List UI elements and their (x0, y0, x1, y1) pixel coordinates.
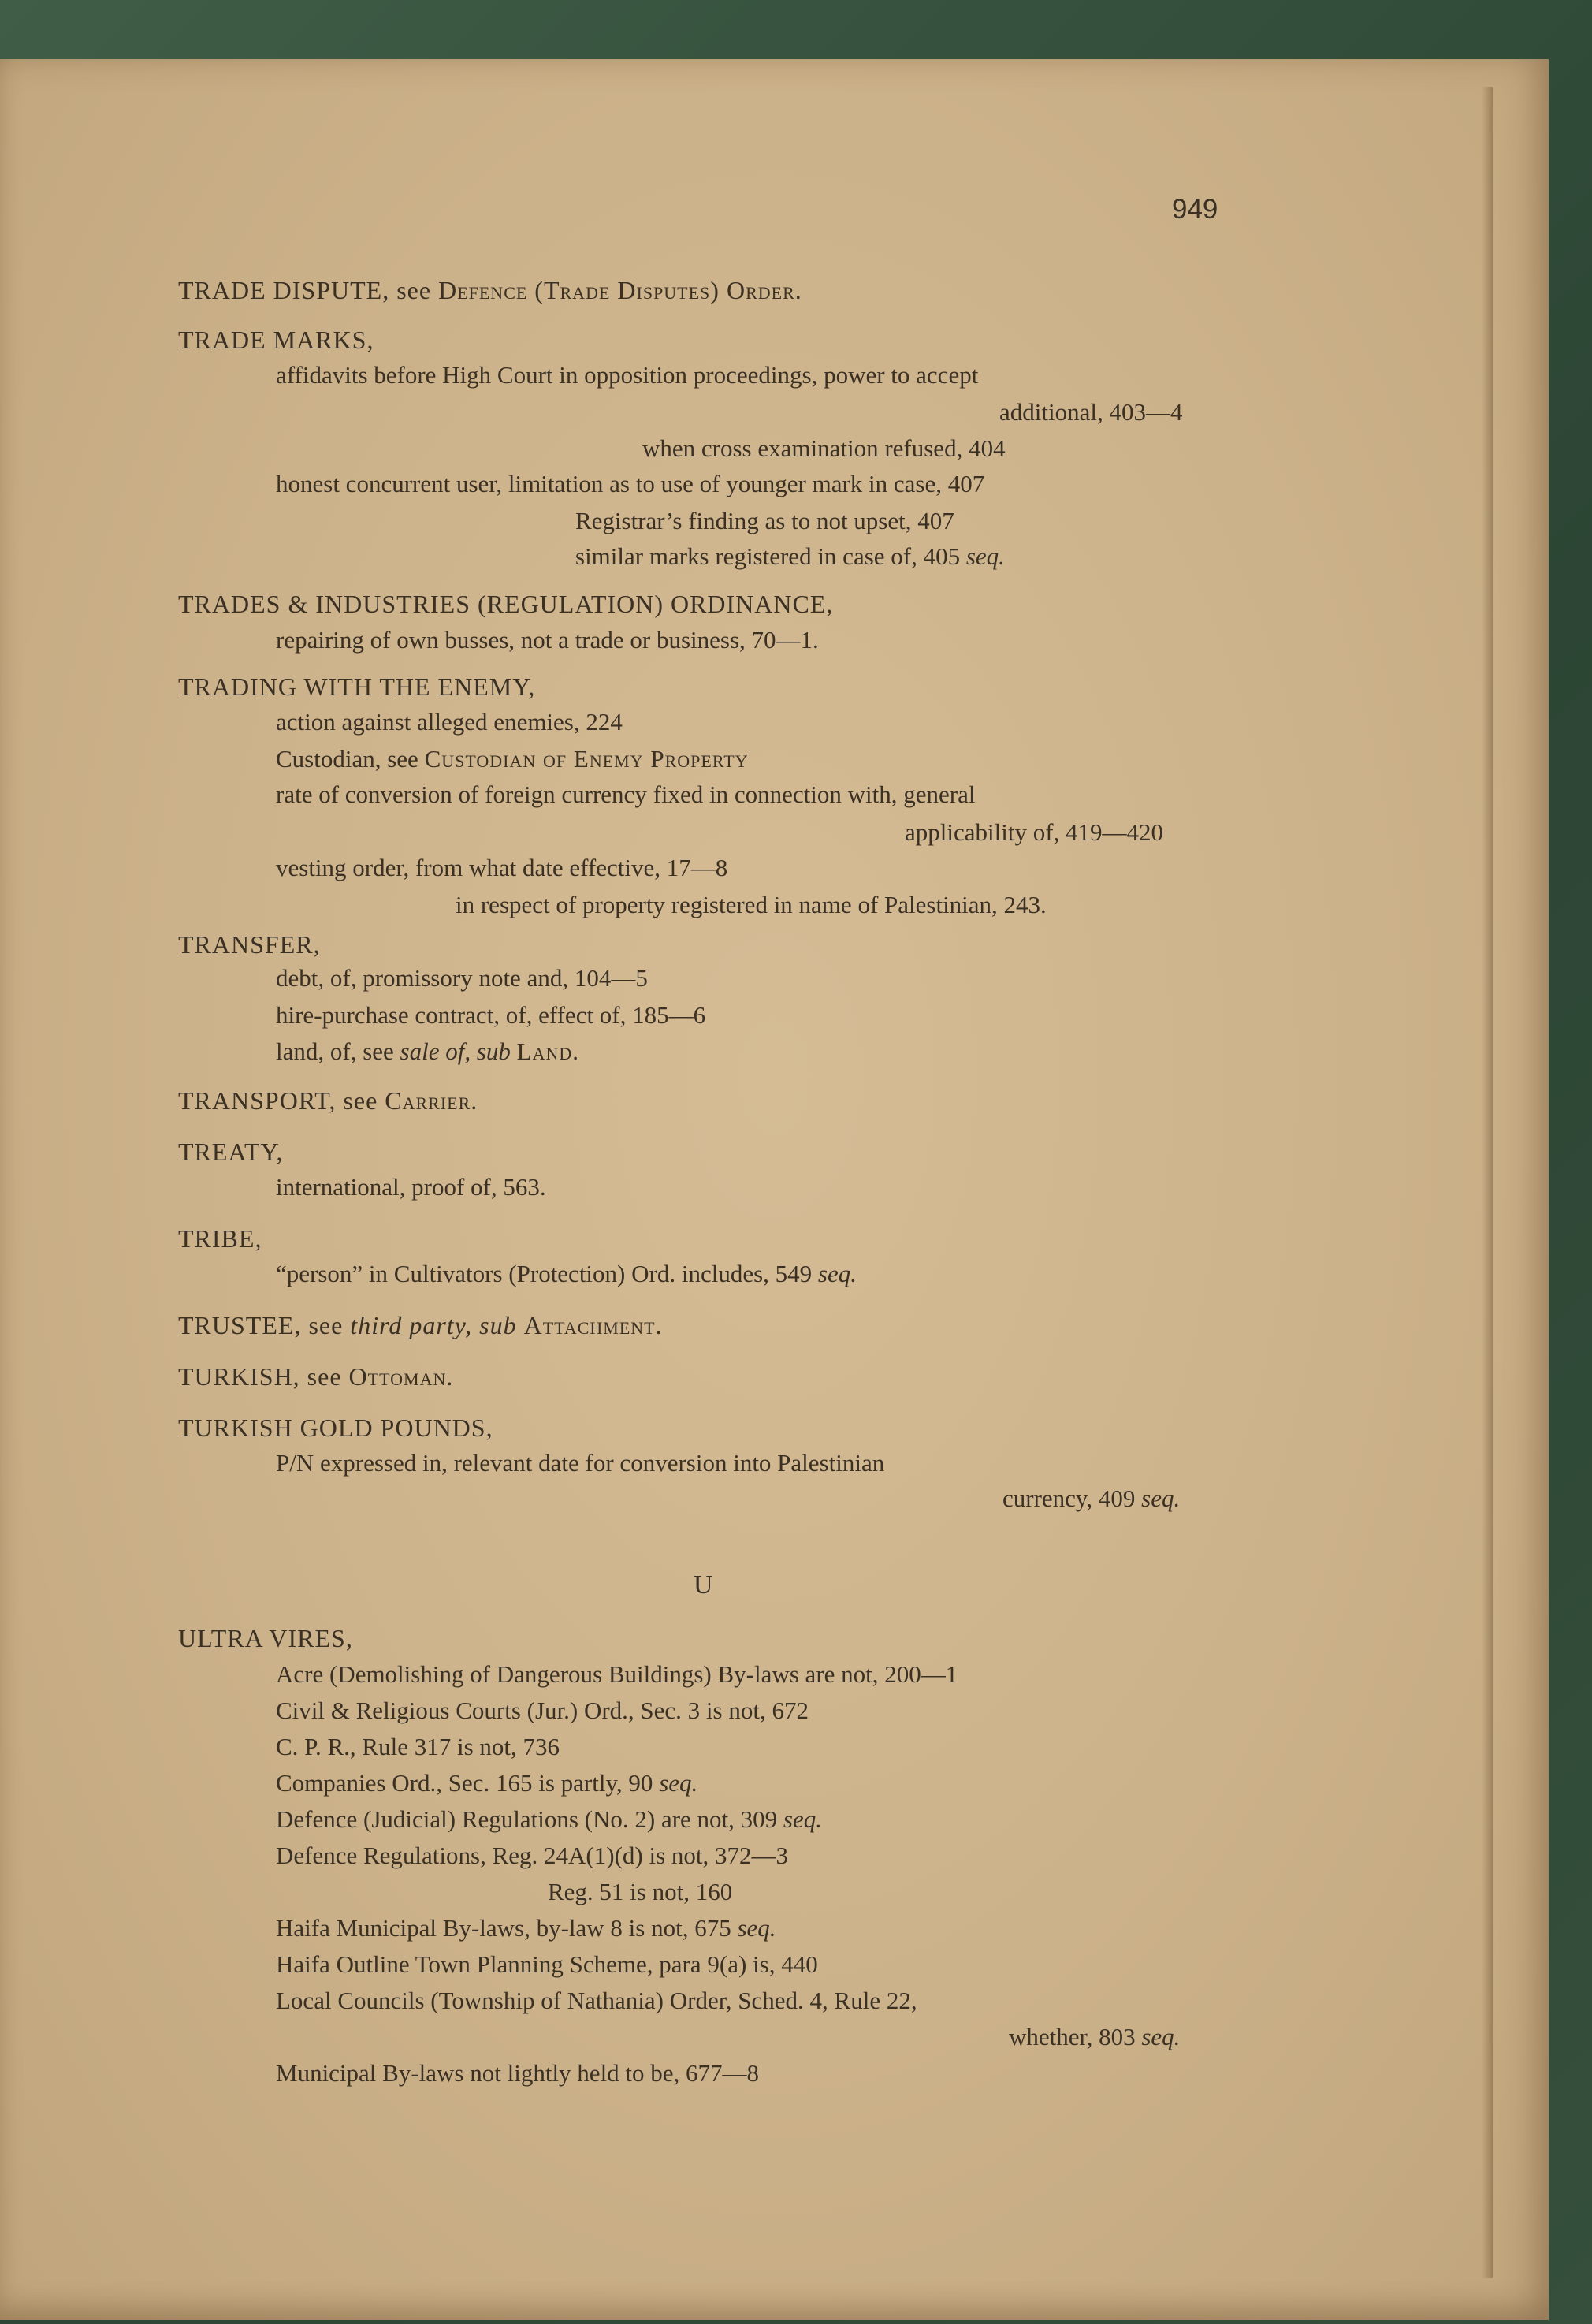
index-heading (178, 1313, 663, 1338)
index-heading (178, 674, 535, 699)
index-text: seq. (1141, 1484, 1181, 1512)
index-text: TRIBE, (178, 1224, 262, 1253)
index-text: Custodian of Enemy Property (424, 745, 749, 773)
index-text: TRADE MARKS, (178, 326, 374, 354)
index-text: P/N expressed in, relevant date for conversion into Palestinian (276, 1449, 885, 1477)
index-text: C. P. R., Rule 317 is not, 736 (276, 1733, 560, 1760)
index-heading (178, 932, 321, 957)
index-subentry (276, 1807, 822, 1831)
index-subentry (276, 782, 975, 806)
index-text: action against alleged enemies, 224 (276, 708, 623, 736)
index-text: TURKISH GOLD POUNDS, (178, 1413, 493, 1442)
index-subentry (276, 1698, 809, 1723)
page-edge-shadow (1482, 87, 1493, 2278)
index-text: see (396, 276, 439, 304)
index-heading (178, 327, 374, 352)
index-subentry (276, 628, 819, 652)
index-text: vesting order, from what date effective, 17—8 (276, 854, 728, 881)
index-subentry (905, 820, 1163, 844)
index-heading (178, 1139, 284, 1164)
index-heading (178, 277, 802, 303)
index-text: rate of conversion of foreign currency fixed in connection with, general (276, 780, 976, 808)
index-subentry (575, 544, 1005, 568)
index-heading (178, 1088, 478, 1113)
index-text: in respect of property registered in name of Palestinian, 243. (456, 891, 1047, 918)
index-text: ULTRA VIRES, (178, 1624, 353, 1652)
index-heading (178, 1415, 493, 1440)
index-heading (178, 1626, 353, 1651)
index-text: seq. (737, 1914, 776, 1942)
index-text: TRANSPORT, (178, 1086, 344, 1115)
index-subentry (276, 1662, 958, 1686)
index-text: repairing of own busses, not a trade or business, 70—1. (276, 626, 819, 654)
index-text (511, 1037, 517, 1065)
index-text: TRADES & INDUSTRIES (REGULATION) ORDINANCE, (178, 590, 834, 618)
index-subentry (276, 747, 749, 771)
index-text: applicability of, 419—420 (905, 818, 1164, 846)
index-text: Custodian, see (276, 745, 425, 773)
index-text: seq. (965, 542, 1005, 570)
index-subentry (276, 966, 648, 990)
index-text: Ottoman. (348, 1362, 454, 1391)
index-subentry (276, 855, 727, 880)
index-text: seq. (783, 1805, 822, 1833)
index-text: seq. (659, 1769, 698, 1797)
index-text: TREATY, (178, 1138, 284, 1166)
index-text: Acre (Demolishing of Dangerous Buildings) By-laws are not, 200—1 (276, 1660, 958, 1688)
index-heading (178, 1364, 453, 1389)
index-text: see (308, 1311, 351, 1339)
index-text: debt, of, promissory note and, 104—5 (276, 964, 648, 992)
index-text: TRANSFER, (178, 930, 321, 959)
index-subentry (276, 1843, 788, 1868)
index-text: Defence (Judicial) Regulations (No. 2) are not, 309 (276, 1805, 783, 1833)
index-text: Attachment. (523, 1311, 663, 1339)
index-subentry (276, 2061, 759, 2085)
section-letter: U (694, 1570, 713, 1600)
index-text: additional, 403—4 (999, 398, 1183, 426)
index-text (517, 1311, 524, 1339)
index-subentry (1009, 2024, 1180, 2049)
index-subentry (276, 1916, 776, 1940)
index-text: Defence (Trade Disputes) Order. (438, 276, 802, 304)
index-subentry (276, 1952, 818, 1976)
index-text: land, of, see (276, 1037, 400, 1065)
index-subentry (276, 1261, 857, 1286)
index-text: currency, 409 (1002, 1484, 1142, 1512)
index-subentry (276, 709, 623, 734)
index-subentry (575, 508, 954, 533)
index-text: international, proof of, 563. (276, 1173, 546, 1201)
index-text: Haifa Municipal By-laws, by-law 8 is not, 675 (276, 1914, 738, 1942)
index-text: TRUSTEE, (178, 1311, 309, 1339)
index-text: TURKISH, (178, 1362, 307, 1391)
index-subentry (1002, 1486, 1180, 1510)
index-text: whether, 803 (1009, 2023, 1142, 2050)
index-subentry (276, 471, 984, 496)
index-subentry (642, 436, 1006, 460)
index-text: TRADING WITH THE ENEMY, (178, 672, 536, 701)
index-subentry (276, 1039, 579, 1063)
book-page (0, 59, 1549, 2320)
index-text: Defence Regulations, Reg. 24A(1)(d) is not, 372—3 (276, 1842, 789, 1869)
index-text: TRADE DISPUTE, (178, 276, 397, 304)
index-text: hire-purchase contract, of, effect of, 185—6 (276, 1001, 706, 1029)
index-text: see (343, 1086, 385, 1115)
index-subentry (999, 400, 1182, 424)
index-text: Municipal By-laws not lightly held to be, 677—8 (276, 2059, 760, 2087)
index-subentry (276, 1988, 917, 2013)
index-subentry (276, 1003, 705, 1027)
index-text: see (307, 1362, 349, 1391)
index-text: Local Councils (Township of Nathania) Order, Sched. 4, Rule 22, (276, 1987, 917, 2014)
index-subentry (276, 1175, 546, 1199)
index-subentry (276, 363, 978, 387)
index-text: Companies Ord., Sec. 165 is partly, 90 (276, 1769, 660, 1797)
index-text: sale of, sub (400, 1037, 511, 1065)
index-text: third party, sub (350, 1311, 517, 1339)
page-number: 949 (1172, 194, 1218, 225)
index-text: Civil & Religious Courts (Jur.) Ord., Sec. 3 is not, 672 (276, 1696, 809, 1724)
index-text: Registrar’s finding as to not upset, 407 (575, 507, 954, 534)
index-subentry (548, 1879, 732, 1904)
index-text: honest concurrent user, limitation as to use of younger mark in case, 407 (276, 470, 985, 497)
index-text: Land. (516, 1037, 580, 1065)
index-subentry (456, 892, 1047, 917)
index-text: Reg. 51 is not, 160 (548, 1878, 733, 1905)
index-heading (178, 591, 833, 616)
index-text: similar marks registered in case of, 405 (575, 542, 966, 570)
index-text: Carrier. (385, 1086, 478, 1115)
index-subentry (276, 1771, 697, 1795)
index-text: affidavits before High Court in opposition proceedings, power to accept (276, 361, 979, 389)
index-subentry (276, 1451, 884, 1475)
index-text: “person” in Cultivators (Protection) Ord. includes, 549 (276, 1260, 818, 1287)
index-subentry (276, 1734, 560, 1759)
index-text: when cross examination refused, 404 (642, 434, 1006, 462)
index-heading (178, 1226, 262, 1251)
index-text: seq. (1141, 2023, 1181, 2050)
index-text: Haifa Outline Town Planning Scheme, para 9(a) is, 440 (276, 1950, 818, 1978)
index-text: seq. (817, 1260, 857, 1287)
